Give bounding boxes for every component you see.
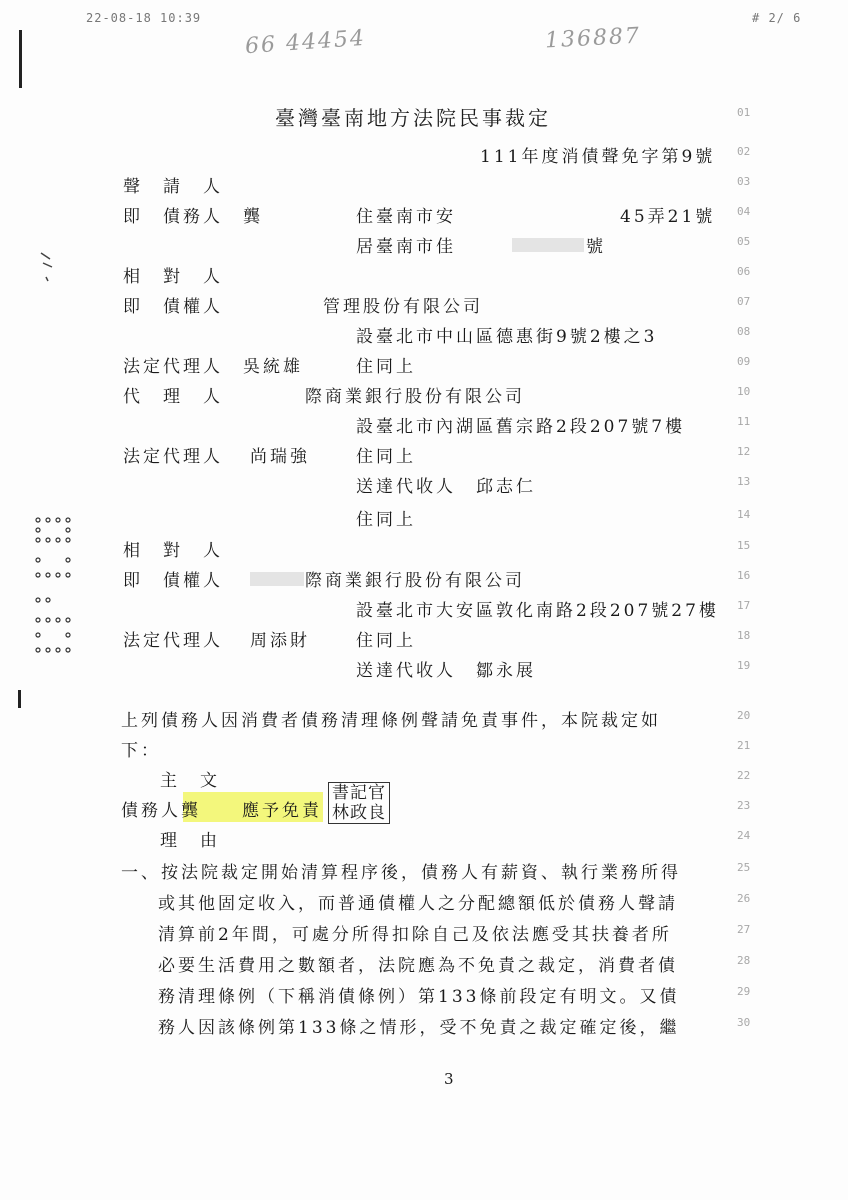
line-number: 19	[737, 659, 751, 672]
legal-rep-3-address: 住同上	[356, 631, 416, 651]
stamp-name: 林政良	[332, 803, 386, 823]
line-number: 06	[737, 265, 751, 278]
creditor-2-name: 際商業銀行股份有限公司	[305, 571, 525, 591]
creditor-1-address: 設臺北市中山區德惠街9號2樓之3	[356, 327, 658, 347]
legal-rep-1-address: 住同上	[356, 357, 416, 377]
fax-timestamp: 22-08-18 10:39	[86, 11, 202, 25]
line-number: 08	[737, 325, 751, 338]
margin-bar-bottom	[18, 690, 21, 708]
line-number: 30	[737, 1016, 751, 1029]
case-number: 111年度消債聲免字第9號	[480, 147, 716, 167]
main-heading: 主 文	[160, 771, 220, 791]
party-label-respondent-1: 相 對 人	[123, 267, 223, 287]
service-agent-1: 送達代收人 邱志仁	[356, 477, 536, 497]
line-number: 09	[737, 355, 751, 368]
fax-page-indicator: # 2/ 6	[752, 11, 802, 25]
line-number: 18	[737, 629, 751, 642]
line-number: 12	[737, 445, 751, 458]
handwritten-note-right: 136887	[544, 23, 642, 54]
party-label-legal-rep-2: 法定代理人	[123, 447, 223, 467]
margin-bar-top	[19, 30, 22, 88]
line-number: 24	[737, 829, 751, 842]
reason-heading: 理 由	[160, 831, 220, 851]
line-number: 26	[737, 892, 751, 905]
reason-line: 務人因該條例第133條之情形，受不免責之裁定確定後，繼	[158, 1018, 680, 1038]
line-number: 05	[737, 235, 751, 248]
redaction-block	[512, 238, 584, 252]
line-number: 01	[737, 106, 751, 119]
service-agent-1-address: 住同上	[356, 510, 416, 530]
reason-line: 必要生活費用之數額者，法院應為不免責之裁定，消費者債	[158, 956, 678, 976]
debtor-address-b: 45弄21號	[620, 207, 716, 227]
service-agent-2: 送達代收人 鄒永展	[356, 661, 536, 681]
margin-scribble-graphic	[38, 245, 58, 285]
agent-address: 設臺北市內湖區舊宗路2段207號7樓	[356, 417, 686, 437]
redaction-block	[250, 572, 304, 586]
reason-line: 清算前2年間，可處分所得扣除自己及依法應受其扶養者所	[158, 925, 672, 945]
line-number: 28	[737, 954, 751, 967]
line-number: 11	[737, 415, 751, 428]
binding-holes-graphic	[30, 515, 80, 665]
party-label-creditor-1: 即 債權人	[123, 297, 223, 317]
line-number: 10	[737, 385, 751, 398]
main-text-a: 債務人龔	[121, 801, 201, 821]
agent-name: 際商業銀行股份有限公司	[305, 387, 525, 407]
intro-line-2: 下：	[121, 741, 161, 761]
reason-line: 一、按法院裁定開始清算程序後，債務人有薪資、執行業務所得	[121, 863, 681, 883]
intro-line-1: 上列債務人因消費者債務清理條例聲請免責事件，本院裁定如	[121, 711, 661, 731]
line-number: 15	[737, 539, 751, 552]
line-number: 16	[737, 569, 751, 582]
party-label-creditor-2: 即 債權人	[123, 571, 223, 591]
party-label-legal-rep-3: 法定代理人	[123, 631, 223, 651]
party-label-respondent-2: 相 對 人	[123, 541, 223, 561]
legal-rep-2-name: 尚瑞強	[250, 447, 310, 467]
debtor-residence-a: 居臺南市佳	[356, 237, 456, 257]
party-label-agent: 代 理 人	[123, 387, 223, 407]
line-number: 25	[737, 861, 751, 874]
handwritten-note-left: 66 44454	[244, 25, 367, 60]
line-number: 04	[737, 205, 751, 218]
party-label-legal-rep-1: 法定代理人	[123, 357, 223, 377]
party-label-debtor: 即 債務人	[123, 207, 223, 227]
line-number: 14	[737, 508, 751, 521]
legal-rep-3-name: 周添財	[250, 631, 310, 651]
line-number: 13	[737, 475, 751, 488]
page-number: 3	[444, 1070, 454, 1088]
party-label-applicant: 聲 請 人	[123, 177, 223, 197]
line-number: 29	[737, 985, 751, 998]
creditor-1-name: 管理股份有限公司	[323, 297, 483, 317]
document-title: 臺灣臺南地方法院民事裁定	[275, 106, 551, 130]
line-number: 03	[737, 175, 751, 188]
debtor-name: 龔	[243, 207, 263, 227]
line-number: 17	[737, 599, 751, 612]
stamp-title: 書記官	[332, 783, 386, 803]
line-number: 02	[737, 145, 751, 158]
legal-rep-2-address: 住同上	[356, 447, 416, 467]
line-number: 27	[737, 923, 751, 936]
line-number: 07	[737, 295, 751, 308]
line-number: 22	[737, 769, 751, 782]
creditor-2-address: 設臺北市大安區敦化南路2段207號27樓	[356, 601, 719, 621]
debtor-residence-b: 號	[586, 237, 606, 257]
debtor-address-a: 住臺南市安	[356, 207, 456, 227]
reason-line: 或其他固定收入，而普通債權人之分配總額低於債務人聲請	[158, 894, 678, 914]
legal-rep-1-name: 吳統雄	[243, 357, 303, 377]
line-number: 20	[737, 709, 751, 722]
clerk-seal-stamp	[328, 782, 390, 824]
line-number: 21	[737, 739, 751, 752]
line-number: 23	[737, 799, 751, 812]
reason-line: 務清理條例（下稱消債條例）第133條前段定有明文。又債	[158, 987, 680, 1007]
main-text-b: 應予免責	[242, 801, 322, 821]
